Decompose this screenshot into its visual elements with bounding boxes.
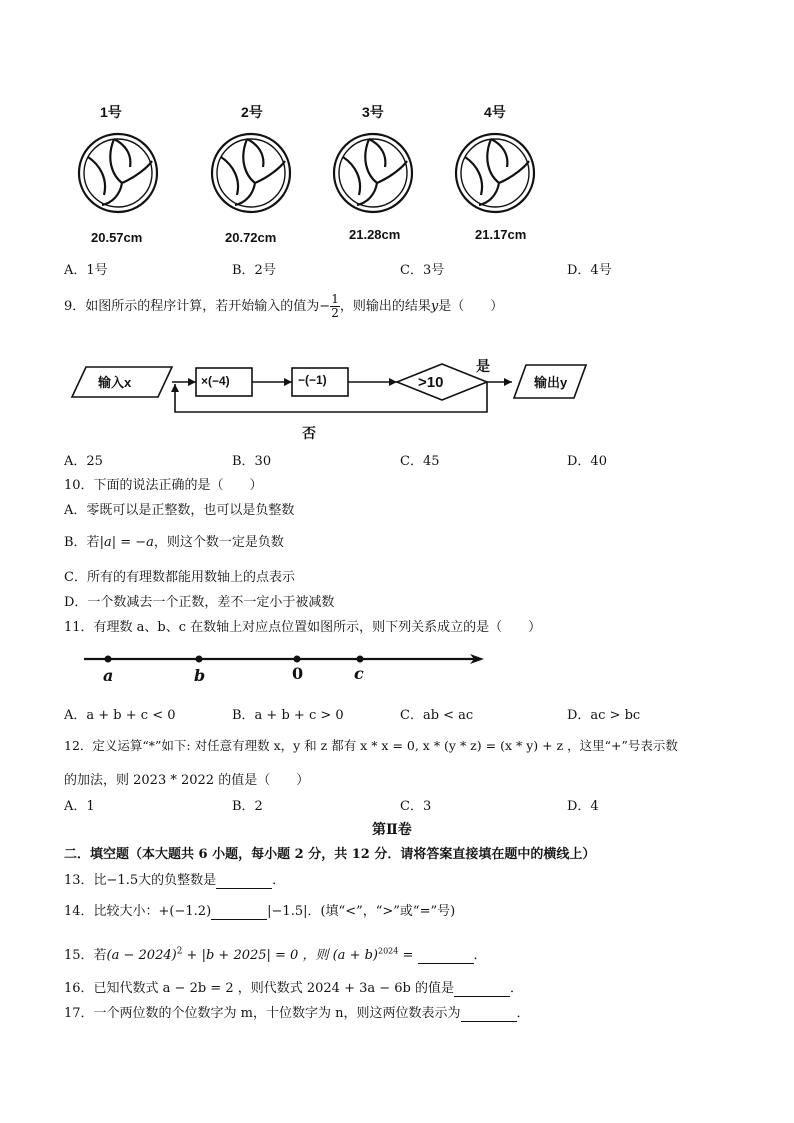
volleyball-icons	[60, 125, 580, 225]
q11-option-c: C．ab < ac	[400, 708, 474, 723]
flowchart-lines	[60, 340, 600, 440]
flow-op2-label: −(−1)	[298, 373, 327, 387]
volleyball-icon	[79, 134, 157, 212]
q9-stem-c: 是（ ）	[438, 299, 504, 314]
q15	[64, 944, 487, 964]
q15-post: ．	[473, 948, 487, 963]
q12-option-a: A．1	[64, 799, 95, 814]
q10-stem: 10．下面的说法正确的是（ ）	[64, 478, 263, 493]
q9-option-b: B．30	[232, 454, 272, 469]
q15-eq: =	[398, 948, 418, 963]
q10-b-post: ，则这个数一定是负数	[153, 535, 284, 550]
ball-4-label: 4号	[484, 104, 506, 120]
q13	[64, 869, 285, 889]
flow-yes-label: 是	[476, 358, 490, 374]
q14	[64, 900, 455, 920]
q10-option-b	[64, 531, 284, 550]
q8-option-a: A．1号	[64, 263, 108, 278]
q9-stem	[64, 293, 503, 320]
q13-answer-blank[interactable]	[216, 873, 272, 889]
q9-frac-den: 2	[331, 306, 339, 320]
q14-text: 14．比较大小：+(−1.2)	[64, 904, 212, 919]
q15-sup2: 2024	[377, 946, 399, 956]
q9-fraction	[330, 293, 340, 320]
q11-option-a: A．a + b + c < 0	[64, 708, 176, 723]
q10-option-a: A．零既可以是正整数，也可以是负整数	[64, 503, 295, 518]
volleyball-icon	[212, 134, 290, 212]
ball-3-size: 21.28cm	[349, 227, 401, 242]
q9-option-a: A．25	[64, 454, 103, 469]
q15-pre: 15．若	[64, 948, 107, 963]
q10-option-d: D．一个数减去一个正数，差不一定小于被减数	[64, 595, 335, 610]
flow-no-label: 否	[302, 425, 316, 441]
q8-option-b: B．2号	[232, 263, 276, 278]
flow-input-label: 输入x	[98, 375, 132, 390]
q16-text: 16．已知代数式 a − 2b = 2 ，则代数式 2024 + 3a − 6b 的值是	[64, 981, 455, 996]
number-line	[80, 646, 490, 670]
ball-1-size: 20.57cm	[91, 230, 143, 245]
axis-label-zero: 0	[292, 664, 304, 683]
q13-text: 13．比−1.5大的负整数是	[64, 873, 217, 888]
q14-answer-blank[interactable]	[211, 904, 267, 920]
axis-label-a: a	[103, 666, 114, 685]
q14-post: (填“<”，“>”或“=”号)	[320, 904, 456, 919]
q16	[64, 977, 523, 997]
q14-mid: |−1.5|．	[267, 904, 321, 919]
q17-answer-blank[interactable]	[461, 1006, 517, 1022]
q9-option-d: D．40	[567, 454, 607, 469]
q15-expr1: (a − 2024)	[106, 948, 177, 963]
point-a	[105, 656, 112, 663]
q13-post: ．	[272, 873, 286, 888]
point-b	[196, 656, 203, 663]
ball-2-label: 2号	[241, 104, 263, 120]
flow-cond-label: >10	[418, 374, 444, 391]
volleyball-icon	[456, 134, 534, 212]
ball-2-size: 20.72cm	[225, 230, 277, 245]
q17-post: ．	[516, 1006, 530, 1021]
q16-answer-blank[interactable]	[454, 981, 510, 997]
q9-option-c: C．45	[400, 454, 440, 469]
q11-option-b: B．a + b + c > 0	[232, 708, 344, 723]
q12-line-1: 12．定义运算“*”如下: 对任意有理数 x，y 和 z 都有 x * x = 0, x * (y * z) = (x * y) + z ，这里“+”号表示数	[64, 738, 678, 753]
q17	[64, 1002, 530, 1022]
q15-expr3: (a + b)	[332, 948, 378, 963]
point-zero	[294, 656, 301, 663]
q12-line-2: 的加法，则 2023 * 2022 的值是（ ）	[64, 773, 310, 788]
q12-option-c: C．3	[400, 799, 432, 814]
point-c	[357, 656, 364, 663]
axis-label-b: b	[194, 666, 206, 685]
ball-3-label: 3号	[362, 104, 384, 120]
axis-label-c: c	[354, 664, 364, 683]
ball-1-label: 1号	[100, 104, 122, 120]
section-two-heading: 二．填空题（本大题共 6 小题，每小题 2 分，共 12 分．请将答案直接填在题中的横线上）	[64, 847, 596, 862]
q9-stem-b: ，则输出的结果	[339, 299, 431, 314]
q12-option-d: D．4	[567, 799, 599, 814]
q15-sup1: 2	[176, 946, 183, 957]
q9-frac-num: 1	[331, 292, 339, 306]
q8-option-c: C．3号	[400, 263, 445, 278]
q10-option-c: C．所有的有理数都能用数轴上的点表示	[64, 570, 295, 585]
q11-stem: 11．有理数 a、b、c 在数轴上对应点位置如图所示，则下列关系成立的是（ ）	[64, 620, 542, 635]
q9-var-y: y	[430, 299, 439, 314]
part-two-title: 第Ⅱ卷	[372, 822, 412, 838]
q17-text: 17．一个两位数的个位数字为 m，十位数字为 n，则这两位数表示为	[64, 1006, 461, 1021]
q15-answer-blank[interactable]	[418, 948, 474, 964]
q8-option-d: D．4号	[567, 263, 612, 278]
q15-expr2: + |b + 2025| = 0 ，则	[182, 948, 333, 963]
q10-b-pre: B．若	[64, 535, 100, 550]
flow-output-label: 输出y	[534, 375, 568, 390]
q10-b-math: |a| = −a	[99, 535, 154, 550]
q16-post: ．	[510, 981, 524, 996]
q9-stem-a: 9．如图所示的程序计算，若开始输入的值为	[64, 299, 320, 314]
volleyball-icon	[334, 134, 412, 212]
flow-op1-label: ×(−4)	[201, 374, 230, 388]
q11-option-d: D．ac > bc	[567, 708, 641, 723]
q9-frac-sign: −	[319, 299, 331, 314]
q12-option-b: B．2	[232, 799, 263, 814]
ball-4-size: 21.17cm	[475, 227, 527, 242]
